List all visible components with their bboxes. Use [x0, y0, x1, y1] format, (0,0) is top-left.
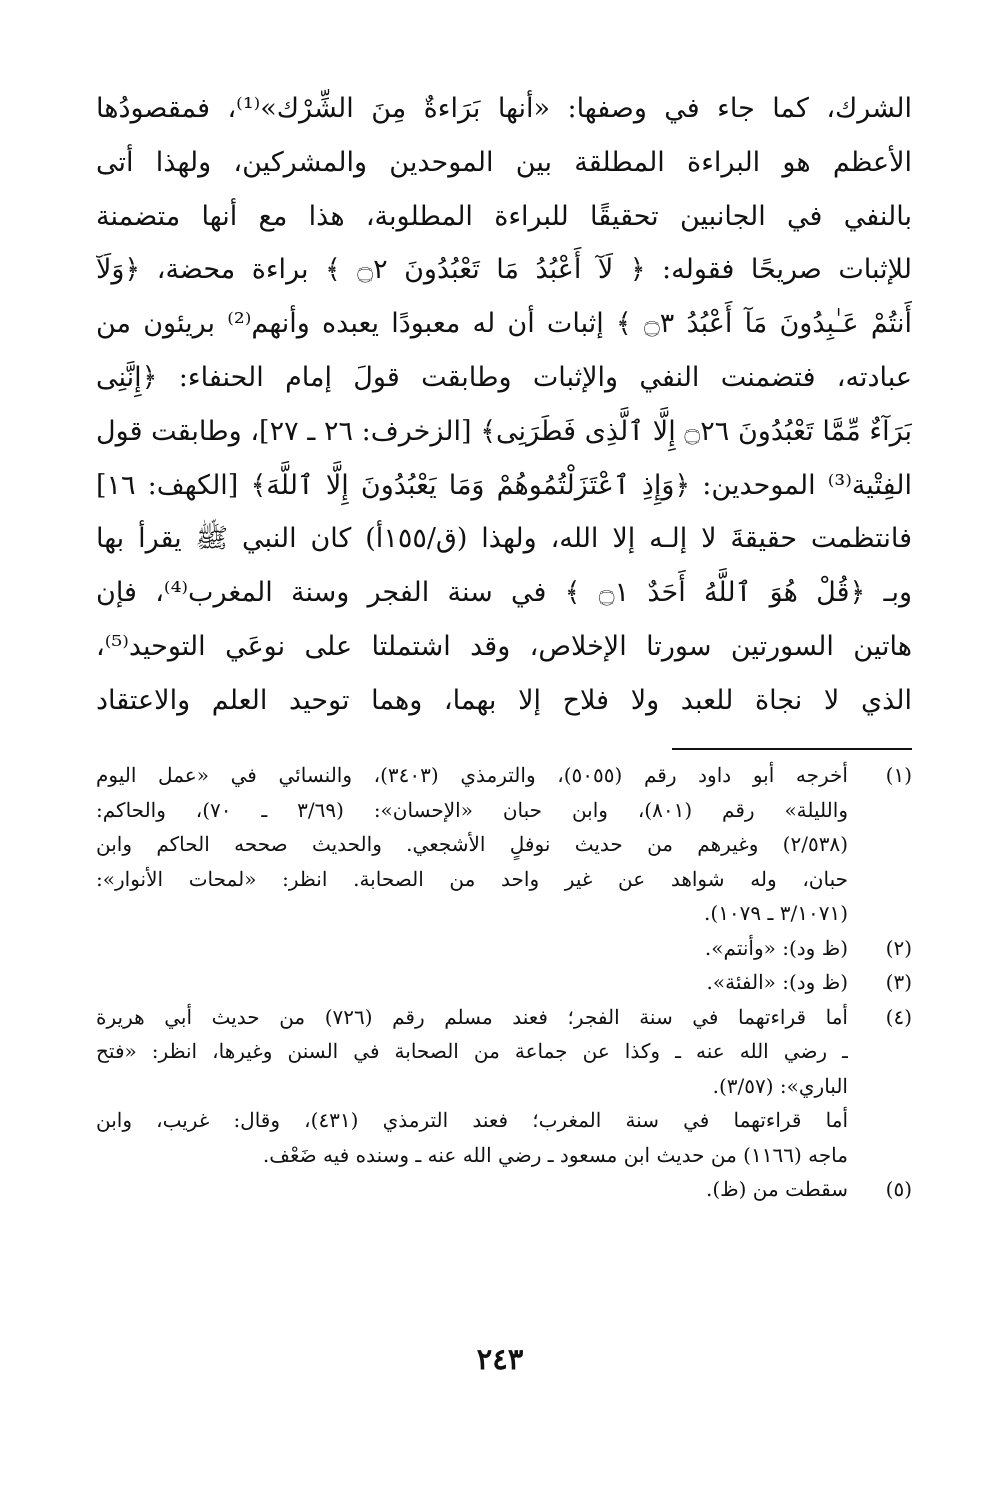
main-text-line: أَنتُمْ عَـٰبِدُونَ مَآ أَعْبُدُ ۝٣ ﴾ إثبات أن له معبودًا يعبده وأنهم⁽²⁾ بريئون من — [96, 308, 912, 340]
footnote-line: أما قراءتهما في سنة الفجر؛ فعند مسلم رقم (٧٢٦) من حديث أبي هريرة — [96, 1004, 848, 1029]
footnote-line: أما قراءتهما في سنة المغرب؛ فعند الترمذي (٤٣١)، وقال: غريب، وابن — [96, 1108, 848, 1132]
footnote-5 — [96, 1172, 912, 1207]
main-text-line: هاتين السورتين سورتا الإخلاص، وقد اشتملتا على نوعَي التوحيد⁽⁵⁾، — [96, 630, 912, 662]
main-text-line: وبـ ﴿قُلْ هُوَ ٱللَّهُ أَحَدٌ ۝١ ﴾ في سنة الفجر وسنة المغرب⁽⁴⁾، فإن — [96, 577, 912, 609]
footnote-line: (٢/٥٣٨) وغيرهم من حديث نوفلٍ الأشجعي. والحديث صححه الحاكم وابن — [96, 832, 848, 856]
footnote-line: حبان، وله شواهد عن غير واحد من الصحابة. انظر: «لمحات الأنوار»: — [96, 866, 848, 891]
footnote-4 — [96, 1000, 912, 1104]
footnote-line: (ظ ود): «الفئة». — [706, 970, 848, 994]
footnote-1 — [96, 758, 912, 931]
footnote-line: والليلة» رقم (٨٠١)، وابن حبان «الإحسان»: (٣/٦٩ ـ ٧٠)، والحاكم: — [96, 797, 848, 822]
main-text-line: عبادته، فتضمنت النفي والإثبات وطابقت قولَ إمام الحنفاء: ﴿إِنَّنِى — [96, 361, 912, 393]
main-text-line: الأعظم هو البراءة المطلقة بين الموحدين والمشركين، ولهذا أتى — [96, 146, 912, 178]
footnote-number: (١) — [885, 763, 912, 787]
footnote-line: سقطت من (ظ). — [705, 1177, 848, 1201]
footnote-line: ماجه (١١٦٦) من حديث ابن مسعود ـ رضي الله عنه ـ وسنده فيه ضَعْف. — [262, 1142, 848, 1167]
footnote-2 — [96, 931, 912, 966]
main-text-line: فانتظمت حقيقةَ لا إلـه إلا الله، ولهذا (ق/١٥٥أ) كان النبي ﷺ يقرأ بها — [96, 523, 912, 555]
footnote-line: أخرجه أبو داود رقم (٥٠٥٥)، والترمذي (٣٤٠٣)، والنسائي في «عمل اليوم — [96, 763, 848, 787]
main-text-line: الفِتْية⁽³⁾ الموحدين: ﴿وَإِذِ ٱعْتَزَلْتُمُوهُمْ وَمَا يَعْبُدُونَ إِلَّا ٱللَّهَ﴾ [الكهف: ١٦] — [96, 469, 912, 501]
footnote-line: (ظ ود): «وأنتم». — [704, 935, 848, 960]
footnote-number: (٢) — [885, 935, 912, 960]
footnote-line: ـ رضي الله عنه ـ وكذا عن جماعة من الصحابة في السنن وغيرها، انظر: «فتح — [96, 1039, 848, 1063]
footnote-line: (٣/١٠٧١ ـ ١٠٧٩). — [704, 901, 848, 925]
footnote-number: (٤) — [885, 1004, 912, 1029]
footnote-number: (٥) — [885, 1177, 912, 1201]
main-text-line: للإثبات صريحًا فقوله: ﴿ لَآ أَعْبُدُ مَا تَعْبُدُونَ ۝٢ ﴾ براءة محضة، ﴿وَلَآ — [96, 254, 912, 286]
main-text-block — [96, 82, 912, 728]
footnote-line: الباري»: (٣/٥٧). — [712, 1073, 848, 1098]
footnote-4-continuation — [96, 1103, 912, 1172]
page-number: ٢٤٣ — [476, 1342, 524, 1376]
main-text-line: بالنفي في الجانبين تحقيقًا للبراءة المطلوبة، هذا مع أنها متضمنة — [96, 200, 912, 232]
footnote-number: (٣) — [885, 970, 912, 994]
main-text-line: الذي لا نجاة للعبد ولا فلاح إلا بهما، وهما توحيد العلم والاعتقاد — [96, 684, 912, 716]
footnotes-block — [96, 758, 912, 1207]
main-text-line: بَرَآءٌ مِّمَّا تَعْبُدُونَ ۝٢٦ إِلَّا ٱلَّذِى فَطَرَنِى﴾ [الزخرف: ٢٦ ـ ٢٧]، وطابقت قول — [96, 415, 912, 447]
footnote-separator — [672, 748, 912, 750]
main-text-line: الشرك، كما جاء في وصفها: «أنها بَرَاءةٌ مِنَ الشِّرْك»⁽¹⁾، فمقصودُها — [96, 93, 912, 124]
footnote-3 — [96, 965, 912, 1000]
